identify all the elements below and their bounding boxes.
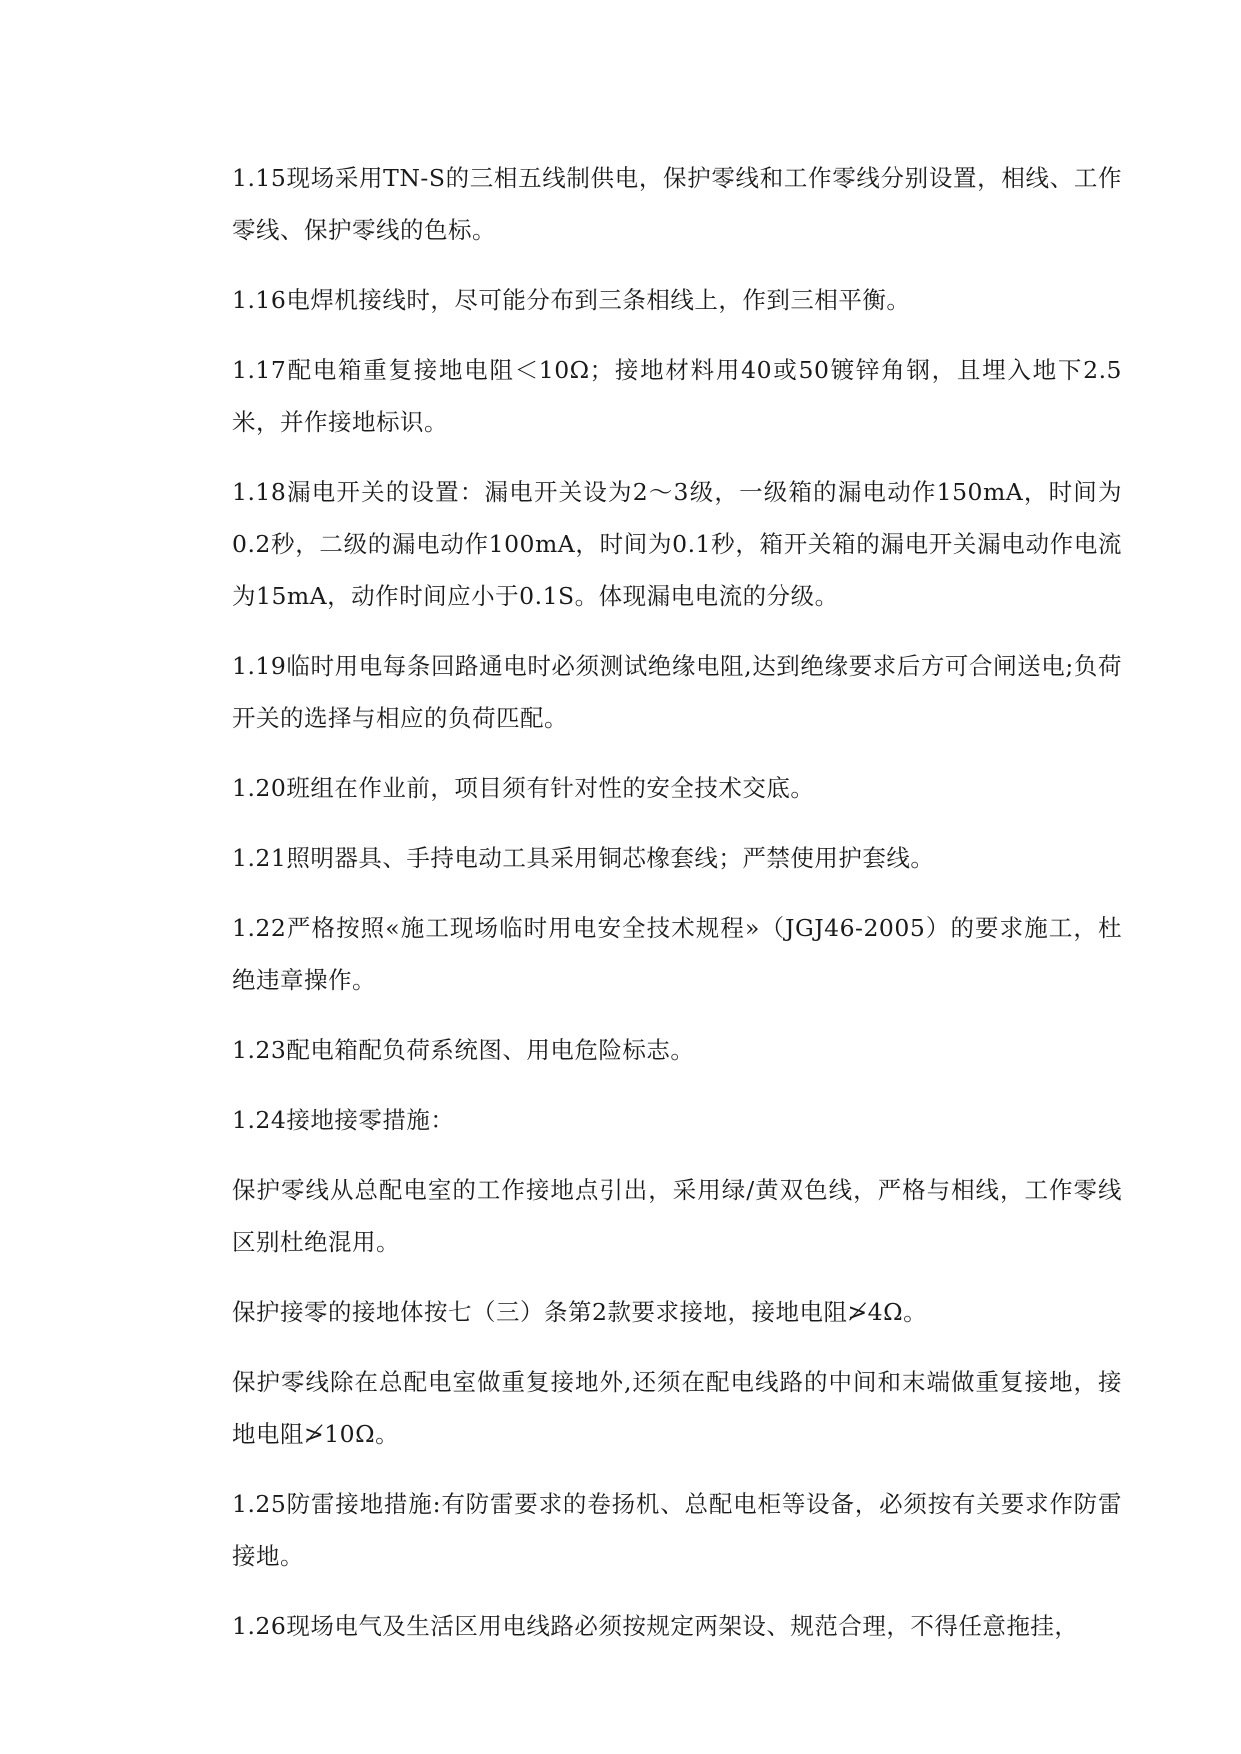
document-body (232, 152, 1122, 1670)
paragraph-1-18: 1.18漏电开关的设置：漏电开关设为2～3级，一级箱的漏电动作150mA，时间为0.2秒，二级的漏电动作100mA，时间为0.1秒，箱开关箱的漏电开关漏电动作电流为15mA，动作时间应小于0.1S。体现漏电电流的分级。 (232, 478, 1122, 610)
paragraph-1-19: 1.19临时用电每条回路通电时必须测试绝缘电阻,达到绝缘要求后方可合闸送电;负荷开关的选择与相应的负荷匹配。 (232, 652, 1122, 732)
paragraph-1-25: 1.25防雷接地措施:有防雷要求的卷扬机、总配电柜等设备，必须按有关要求作防雷接地。 (232, 1490, 1122, 1570)
paragraph-1-26: 1.26现场电气及生活区用电线路必须按规定两架设、规范合理，不得任意拖挂， (232, 1612, 1079, 1640)
paragraph-grounding-resistance: 保护接零的接地体按七（三）条第2款要求接地，接地电阻≯4Ω。 (232, 1298, 928, 1326)
paragraph-1-20: 1.20班组在作业前，项目须有针对性的安全技术交底。 (232, 774, 815, 802)
paragraph-1-16: 1.16电焊机接线时，尽可能分布到三条相线上，作到三相平衡。 (232, 286, 911, 314)
paragraph-1-24: 1.24接地接零措施： (232, 1106, 455, 1134)
paragraph-repeat-grounding: 保护零线除在总配电室做重复接地外,还须在配电线路的中间和末端做重复接地，接地电阻≯10Ω。 (232, 1368, 1122, 1448)
paragraph-pe-line: 保护零线从总配电室的工作接地点引出，采用绿/黄双色线，严格与相线，工作零线区别杜绝混用。 (232, 1176, 1122, 1256)
paragraph-1-15: 1.15现场采用TN-S的三相五线制供电，保护零线和工作零线分别设置，相线、工作零线、保护零线的色标。 (232, 164, 1122, 244)
paragraph-1-17: 1.17配电箱重复接地电阻＜10Ω；接地材料用40或50镀锌角钢，且埋入地下2.5米，并作接地标识。 (232, 356, 1122, 436)
paragraph-1-22: 1.22严格按照«施工现场临时用电安全技术规程»（JGJ46-2005）的要求施工，杜绝违章操作。 (232, 914, 1122, 994)
paragraph-1-23: 1.23配电箱配负荷系统图、用电危险标志。 (232, 1036, 695, 1064)
paragraph-1-21: 1.21照明器具、手持电动工具采用铜芯橡套线；严禁使用护套线。 (232, 844, 935, 872)
